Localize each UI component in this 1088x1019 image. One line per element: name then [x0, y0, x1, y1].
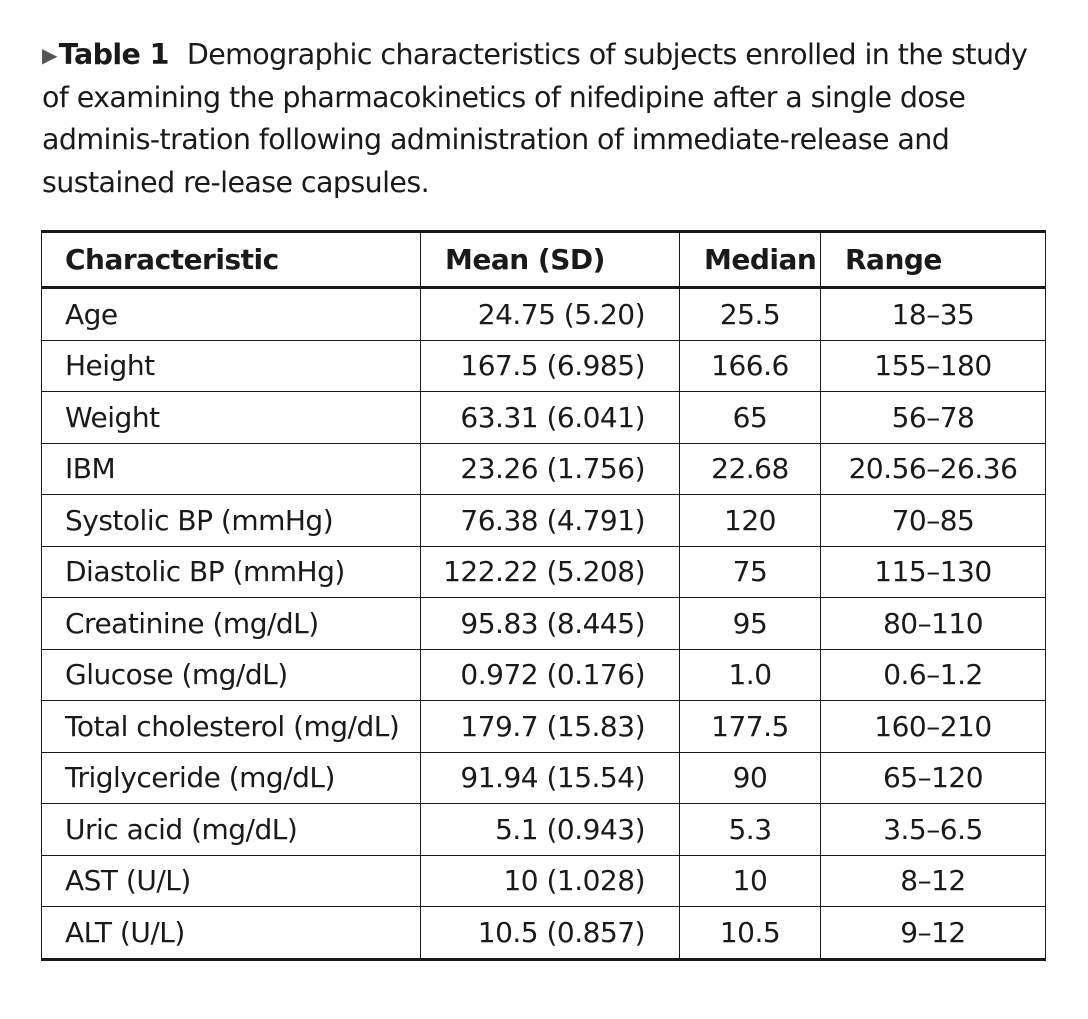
caption-text: Demographic characteristics of subjects enrolled in the study of examining the pharmacokinetics of nifedipine after a single dose adminis-tration following administration of immediate-release and sustained re-lease capsules. — [42, 38, 1028, 199]
mean-sd-cell: 24.75 (5.20) — [421, 288, 680, 341]
characteristic-cell: Height — [42, 340, 421, 392]
range-cell: 155–180 — [821, 340, 1046, 392]
range-cell: 70–85 — [821, 495, 1046, 547]
characteristic-cell: Age — [42, 288, 421, 341]
table-body — [42, 288, 1046, 960]
median-cell: 5.3 — [680, 804, 821, 856]
mean-sd-cell: 5.1 (0.943) — [421, 804, 680, 856]
characteristic-cell: Glucose (mg/dL) — [42, 649, 421, 701]
median-cell: 25.5 — [680, 288, 821, 341]
table-row — [42, 907, 1046, 960]
characteristic-cell: Weight — [42, 392, 421, 444]
table-row — [42, 649, 1046, 701]
header-mean-sd: Mean (SD) — [421, 232, 680, 288]
header-range: Range — [821, 232, 1046, 288]
mean-sd-cell: 23.26 (1.756) — [421, 443, 680, 495]
table-row — [42, 804, 1046, 856]
median-cell: 75 — [680, 546, 821, 598]
mean-sd-cell: 10.5 (0.857) — [421, 907, 680, 960]
characteristic-cell: Creatinine (mg/dL) — [42, 598, 421, 650]
median-cell: 90 — [680, 752, 821, 804]
mean-sd-cell: 95.83 (8.445) — [421, 598, 680, 650]
median-cell: 10.5 — [680, 907, 821, 960]
table-row — [42, 752, 1046, 804]
demographics-table-container — [41, 230, 1045, 961]
mean-sd-cell: 122.22 (5.208) — [421, 546, 680, 598]
range-cell: 80–110 — [821, 598, 1046, 650]
characteristic-cell: ALT (U/L) — [42, 907, 421, 960]
characteristic-cell: Total cholesterol (mg/dL) — [42, 701, 421, 753]
table-row — [42, 495, 1046, 547]
range-cell: 115–130 — [821, 546, 1046, 598]
table-caption — [42, 34, 1052, 204]
header-characteristic: Characteristic — [42, 232, 421, 288]
range-cell: 20.56–26.36 — [821, 443, 1046, 495]
median-cell: 65 — [680, 392, 821, 444]
median-cell: 120 — [680, 495, 821, 547]
range-cell: 160–210 — [821, 701, 1046, 753]
demographics-table — [41, 230, 1046, 961]
characteristic-cell: Triglyceride (mg/dL) — [42, 752, 421, 804]
mean-sd-cell: 167.5 (6.985) — [421, 340, 680, 392]
caption-arrow-icon: ▶ — [42, 43, 57, 67]
table-row — [42, 598, 1046, 650]
range-cell: 8–12 — [821, 855, 1046, 907]
median-cell: 1.0 — [680, 649, 821, 701]
range-cell: 18–35 — [821, 288, 1046, 341]
table-label: Table 1 — [58, 38, 169, 71]
table-row — [42, 443, 1046, 495]
characteristic-cell: Systolic BP (mmHg) — [42, 495, 421, 547]
range-cell: 3.5–6.5 — [821, 804, 1046, 856]
characteristic-cell: Diastolic BP (mmHg) — [42, 546, 421, 598]
table-row — [42, 392, 1046, 444]
median-cell: 22.68 — [680, 443, 821, 495]
header-median: Median — [680, 232, 821, 288]
mean-sd-cell: 91.94 (15.54) — [421, 752, 680, 804]
range-cell: 9–12 — [821, 907, 1046, 960]
median-cell: 166.6 — [680, 340, 821, 392]
table-row — [42, 288, 1046, 341]
table-row — [42, 546, 1046, 598]
characteristic-cell: AST (U/L) — [42, 855, 421, 907]
range-cell: 0.6–1.2 — [821, 649, 1046, 701]
table-row — [42, 855, 1046, 907]
median-cell: 177.5 — [680, 701, 821, 753]
range-cell: 56–78 — [821, 392, 1046, 444]
table-row — [42, 701, 1046, 753]
characteristic-cell: IBM — [42, 443, 421, 495]
mean-sd-cell: 76.38 (4.791) — [421, 495, 680, 547]
mean-sd-cell: 179.7 (15.83) — [421, 701, 680, 753]
range-cell: 65–120 — [821, 752, 1046, 804]
median-cell: 95 — [680, 598, 821, 650]
mean-sd-cell: 10 (1.028) — [421, 855, 680, 907]
median-cell: 10 — [680, 855, 821, 907]
table-header-row — [42, 232, 1046, 288]
mean-sd-cell: 63.31 (6.041) — [421, 392, 680, 444]
characteristic-cell: Uric acid (mg/dL) — [42, 804, 421, 856]
mean-sd-cell: 0.972 (0.176) — [421, 649, 680, 701]
table-row — [42, 340, 1046, 392]
